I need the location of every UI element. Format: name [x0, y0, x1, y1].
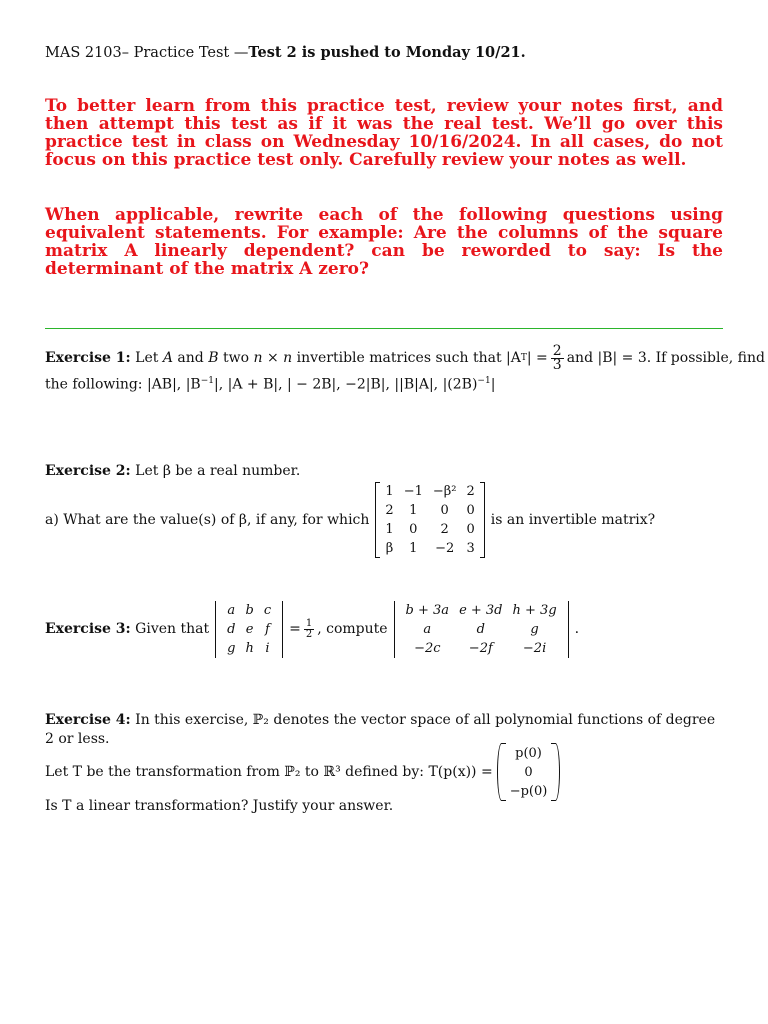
ex1-text: the following: |AB|, |B — [45, 376, 201, 393]
vector-entry: 0 — [524, 764, 533, 780]
matrix-cell: a — [227, 603, 236, 618]
exercise-4-label: Exercise 4: — [45, 712, 131, 728]
ex3-text: , compute — [317, 621, 388, 637]
course-title: MAS 2103– Practice Test — — [45, 45, 249, 61]
determinant-abc — [215, 601, 283, 658]
ex1-text: and — [177, 350, 204, 366]
matrix-cell: d — [227, 622, 236, 637]
ex1-text: | — [490, 376, 496, 393]
column-vector — [497, 743, 561, 801]
exercise-2-intro — [45, 462, 723, 481]
exercise-1 — [45, 343, 765, 395]
divider-rule — [45, 328, 723, 329]
matrix-row — [401, 639, 562, 658]
instructions-paragraph-1: To better learn from this practice test, review your notes first, and then attempt this test as if it was the real test. We’ll go over this practice test in class on Wednesday 10/16/2024. In all cases, do not focus on this practice test only. Carefully review your notes as well. — [45, 96, 723, 170]
matrix-row — [222, 639, 276, 658]
ex4-text: In this exercise, ℙ₂ denotes the vector space of all polynomial functions of degree 2 or less. — [45, 712, 716, 747]
matrix-cell: −2i — [522, 641, 547, 656]
matrix-cell: 1 — [409, 503, 418, 518]
ex1-times: × — [266, 350, 279, 366]
determinant-compute — [394, 601, 569, 658]
exercise-2-question — [45, 482, 723, 558]
exercise-1-line-1 — [45, 343, 765, 373]
test-notice: Test 2 is pushed to Monday 10/21. — [248, 44, 526, 61]
matrix-cell: 3 — [466, 541, 475, 556]
matrix-row — [380, 482, 479, 501]
ex1-var-n: n — [283, 350, 293, 366]
ex1-text: invertible matrices such that — [296, 350, 502, 366]
matrix-cell: 0 — [466, 522, 475, 537]
ex1-eq: | = — [526, 350, 548, 366]
fraction-denominator: 3 — [552, 357, 562, 373]
ex1-det-a: |A — [506, 350, 521, 366]
ex3-text: Given that — [135, 621, 210, 637]
matrix-cell: −β² — [432, 484, 457, 499]
ex1-inverse: −1 — [477, 376, 491, 386]
matrix-cell: −2 — [435, 541, 455, 556]
matrix-row — [401, 620, 562, 639]
matrix-cell: g — [530, 622, 539, 637]
matrix-cell: e — [245, 622, 254, 637]
matrix-cell: 1 — [409, 541, 418, 556]
exercise-4-line-3 — [45, 797, 723, 816]
exercise-3-line — [45, 601, 723, 658]
matrix-cell: 0 — [409, 522, 418, 537]
paren-right — [551, 743, 560, 801]
exercise-3-label: Exercise 3: — [45, 621, 131, 637]
matrix-cell: β — [385, 541, 394, 556]
exercise-2-label: Exercise 2: — [45, 463, 131, 479]
column-vector-body — [506, 744, 552, 801]
fraction-numerator: 1 — [305, 618, 313, 629]
matrix-cell: −2c — [414, 641, 441, 656]
ex2-question-text: is an invertible matrix? — [490, 511, 656, 528]
exercise-2 — [45, 462, 723, 558]
instructions-paragraph-2: When applicable, rewrite each of the following questions using equivalent statements. For example: Are the columns of the square matrix A linearly dependent? can be reworded to say: Is the determinant of the matrix A zero? — [45, 205, 723, 279]
ex3-eq: = — [289, 621, 301, 637]
matrix-cell: g — [227, 641, 236, 656]
vector-entry: −p(0) — [509, 783, 548, 799]
matrix-row — [401, 601, 562, 620]
matrix-cell: e + 3d — [459, 603, 503, 618]
fraction-two-thirds — [551, 345, 564, 372]
matrix-cell: f — [265, 622, 270, 637]
exercise-4 — [45, 711, 723, 816]
ex1-var-n: n — [253, 350, 263, 366]
matrix-cell: a — [423, 622, 432, 637]
paren-left — [497, 743, 506, 801]
ex1-transpose: T — [520, 353, 527, 363]
matrix-row — [380, 520, 479, 539]
determinant-compute-body — [401, 601, 562, 658]
matrix-cell: 2 — [385, 503, 394, 518]
fraction-denominator: 2 — [305, 629, 313, 640]
matrix-cell: i — [265, 641, 270, 656]
matrix-cell: −2f — [468, 641, 493, 656]
ex1-text: |, |A + B|, | − 2B|, −2|B|, ||B|A|, |(2B) — [214, 376, 478, 393]
matrix-cell: h — [245, 641, 254, 656]
ex2-question-text: a) What are the value(s) of β, if any, for which — [45, 511, 370, 528]
matrix-cell: 0 — [466, 503, 475, 518]
matrix-cell: 0 — [440, 503, 449, 518]
matrix-cell: −1 — [403, 484, 423, 499]
determinant-abc-body — [222, 601, 276, 658]
ex1-inverse: −1 — [200, 376, 214, 386]
ex4-text: Let T be the transformation from ℙ₂ to ℝ³ defined by: T(p(x)) = — [45, 763, 493, 780]
exercise-3 — [45, 601, 723, 658]
matrix-row — [222, 601, 276, 620]
matrix-row — [380, 501, 479, 520]
matrix-cell: 1 — [385, 484, 394, 499]
fraction-one-half — [304, 619, 314, 640]
exercise-1-line-2 — [45, 372, 723, 395]
ex4-text: Is T a linear transformation? Justify your answer. — [45, 798, 394, 814]
ex3-period: . — [574, 621, 580, 637]
header-line — [45, 44, 526, 61]
matrix-4x4-body — [380, 482, 479, 558]
exercise-4-line-2 — [45, 743, 723, 801]
ex1-var-a: A — [162, 350, 173, 366]
ex1-text: Let — [135, 350, 159, 366]
matrix-cell: c — [263, 603, 272, 618]
matrix-row — [380, 539, 479, 558]
matrix-cell: 1 — [385, 522, 394, 537]
ex1-text: two — [222, 350, 249, 366]
matrix-cell: b + 3a — [405, 603, 450, 618]
vector-entry: p(0) — [515, 745, 542, 761]
matrix-cell: h + 3g — [512, 603, 557, 618]
ex1-var-b: B — [208, 350, 219, 366]
matrix-4x4 — [375, 482, 484, 558]
matrix-row — [222, 620, 276, 639]
ex1-text: and |B| = 3. If possible, find — [566, 350, 765, 366]
fraction-numerator: 2 — [552, 343, 562, 359]
matrix-cell: 2 — [440, 522, 449, 537]
matrix-cell: d — [476, 622, 485, 637]
bracket-right — [480, 482, 485, 558]
ex2-intro-text: Let β be a real number. — [135, 463, 301, 479]
matrix-cell: 2 — [466, 484, 475, 499]
exercise-1-label: Exercise 1: — [45, 350, 131, 366]
matrix-cell: b — [245, 603, 254, 618]
